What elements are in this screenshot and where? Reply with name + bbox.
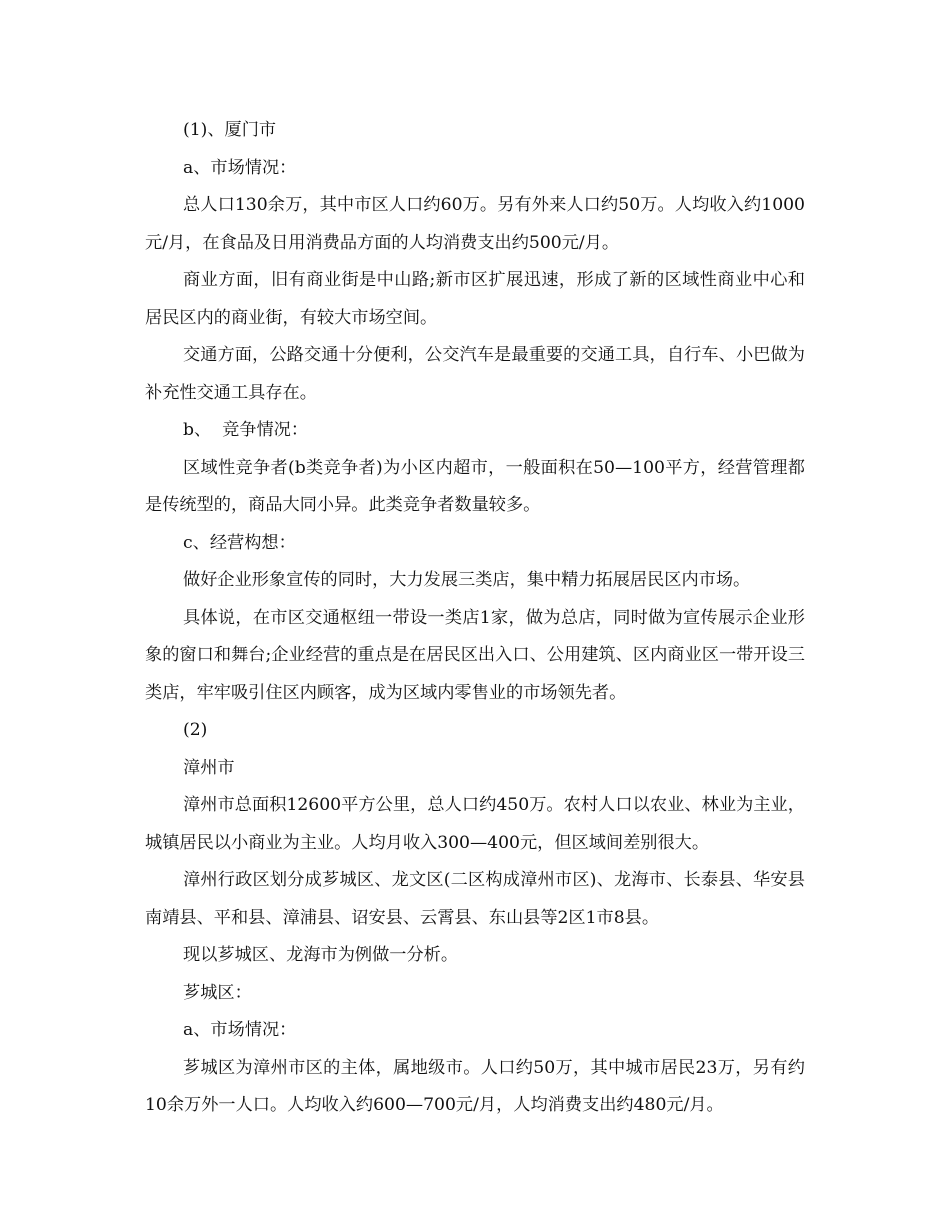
paragraph-zhangzhou-overview: 漳州市总面积12600平方公里，总人口约450万。农村人口以农业、林业为主业，城镇居民以小商业为主业。人均月收入300—400元，但区域间差别很大。 (145, 795, 805, 853)
subheading-strategy-xiamen: c、经营构想： (183, 532, 296, 553)
paragraph-xiangcheng-population: 芗城区为漳州市区的主体，属地级市。人口约50万，其中城市居民23万，另有约10余万外一人口。人均收入约600—700元/月，人均消费支出约480元/月。 (145, 1057, 805, 1115)
paragraph-zhangzhou-divisions: 漳州行政区划分成芗城区、龙文区(二区构成漳州市区)、龙海市、长泰县、华安县南靖县、平和县、漳浦县、诏安县、云霄县、东山县等2区1市8县。 (145, 870, 805, 928)
paragraph-strategy-detail: 具体说，在市区交通枢纽一带设一类店1家，做为总店，同时做为宣传展示企业形象的窗口和舞台;企业经营的重点是在居民区出入口、公用建筑、区内商业区一带开设三类店，牢牢吸引住区内顾客，成为区域内零售业的市场领先者。 (145, 607, 805, 703)
heading-number-2: (2) (183, 720, 208, 740)
heading-zhangzhou: 漳州市 (183, 757, 235, 778)
paragraph-transport-xiamen: 交通方面，公路交通十分便利，公交汽车是最重要的交通工具，自行车、小巴做为补充性交通工具存在。 (145, 345, 805, 403)
subheading-competition-xiamen: b、 竞争情况： (183, 420, 309, 440)
paragraph-strategy-summary: 做好企业形象宣传的同时，大力发展三类店，集中精力拓展居民区内市场。 (183, 570, 751, 590)
paragraph-population-xiamen: 总人口130余万，其中市区人口约60万。另有外来人口约50万。人均收入约1000元/月，在食品及日用消费品方面的人均消费支出约500元/月。 (145, 195, 805, 253)
paragraph-commerce-xiamen: 商业方面，旧有商业街是中山路;新市区扩展迅速，形成了新的区域性商业中心和居民区内的商业街，有较大市场空间。 (145, 270, 805, 328)
heading-xiangcheng: 芗城区： (183, 982, 252, 1003)
paragraph-competitors-xiamen: 区域性竞争者(b类竞争者)为小区内超市，一般面积在50—100平方，经营管理都是传统型的，商品大同小异。此类竞争者数量较多。 (145, 457, 805, 515)
subheading-market-xiamen: a、市场情况： (183, 157, 297, 178)
document-page (145, 112, 805, 1125)
paragraph-analysis-intro: 现以芗城区、龙海市为例做一分析。 (183, 945, 459, 965)
heading-xiamen: (1)、厦门市 (183, 120, 277, 140)
subheading-market-xiangcheng: a、市场情况： (183, 1020, 297, 1040)
